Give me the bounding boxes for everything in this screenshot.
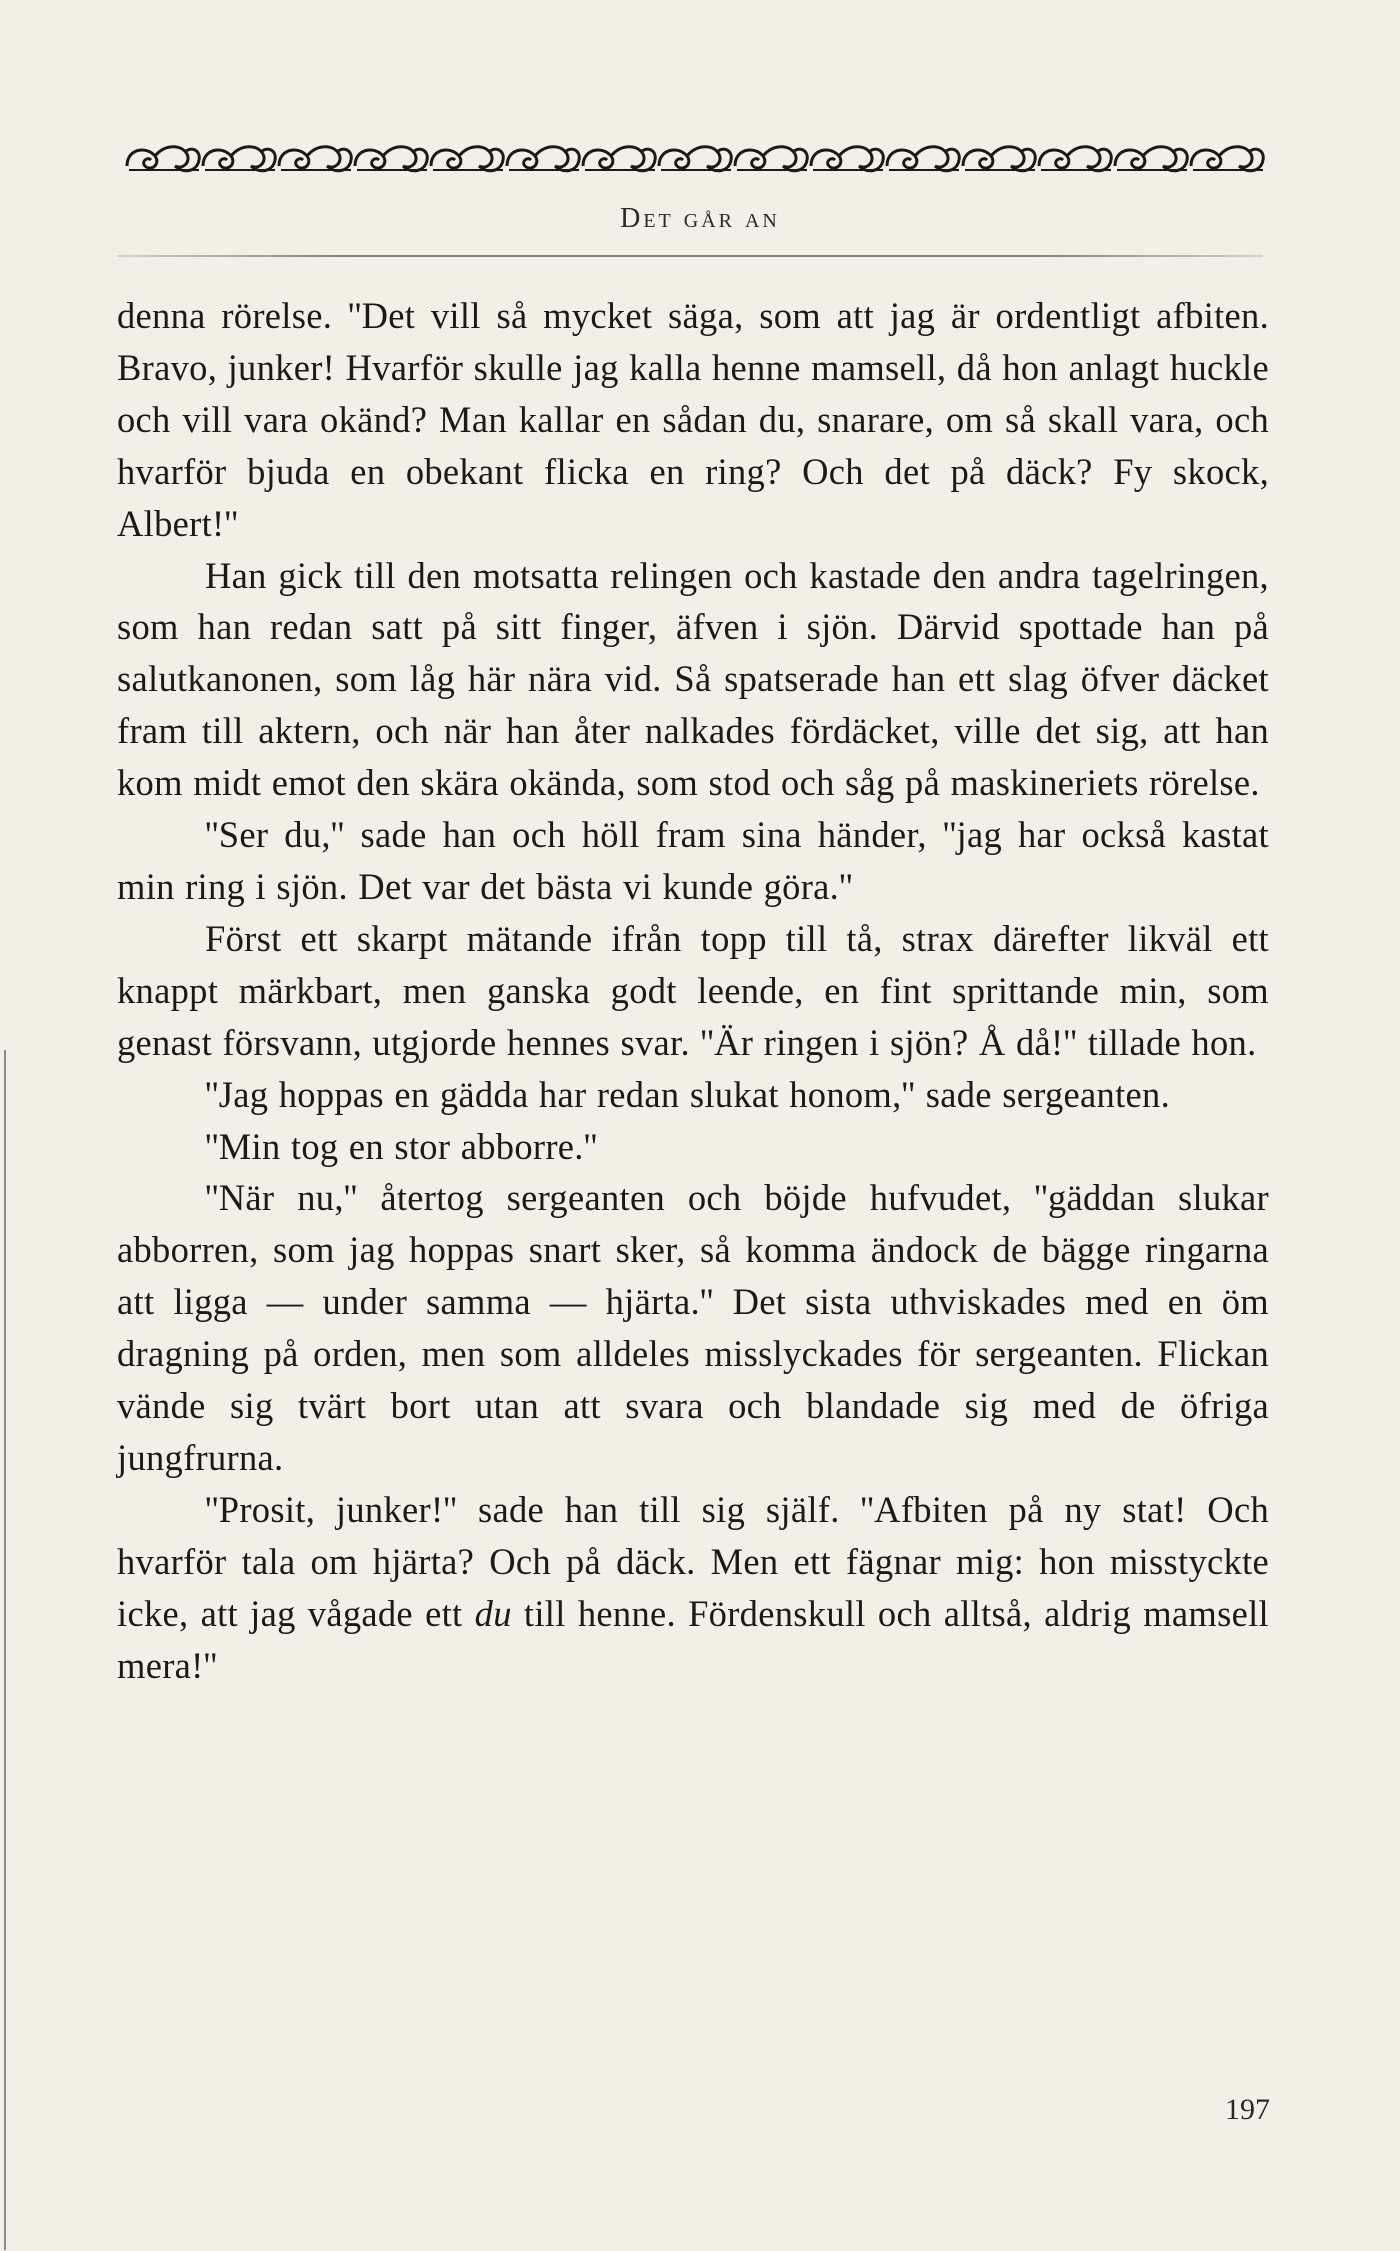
paragraph-8-text-b: till henne. Fördenskull och alltså, aldrig mamsell mera!''	[117, 1592, 1269, 1686]
paragraph-8-text-a: ''Prosit, junker!'' sade han till sig själf. ''Afbiten på ny stat! Och hvarför tala om hjärta? Och på däck. Men ett fägnar mig: hon misstyckte icke, att jag vågade ett	[117, 1488, 1269, 1634]
paragraph-8	[117, 1484, 1269, 1692]
paragraph-6: ''Min tog en stor abborre.''	[205, 1125, 598, 1167]
header-rule	[117, 255, 1263, 257]
decorative-scroll-border-icon	[125, 140, 1265, 176]
paragraph-4: Först ett skarpt mätande ifrån topp till tå, strax därefter likväl ett knappt märkbart, men ganska godt leende, en fint sprittande min, som genast försvann, utgjorde hennes svar. ''Är ringen i sjön? Å då!'' tillade hon.	[117, 917, 1269, 1063]
running-title: Det går an	[620, 203, 780, 234]
body-text	[117, 290, 1269, 1691]
paragraph-7: ''När nu,'' återtog sergeanten och böjde hufvudet, ''gäddan slukar abborren, som jag hoppas snart sker, så komma ändock de bägge ringarna att ligga — under samma — hjärta.'' Det sista uthviskades med en öm dragning på orden, men som alldeles misslyckades för sergeanten. Flickan vände sig tvärt bort utan att svara och blandade sig med de öfriga jungfrurna.	[117, 1177, 1269, 1478]
page-number: 197	[1225, 2093, 1270, 2126]
paragraph-1: denna rörelse. ''Det vill så mycket säga, som att jag är ordentligt afbiten. Bravo, junker! Hvarför skulle jag kalla henne mamsell, då hon anlagt huckle och vill vara okänd? Man kallar en sådan du, snarare, om så skall vara, och hvarför bjuda en obekant flicka en ring? Och det på däck? Fy skock, Albert!''	[117, 295, 1269, 544]
paragraph-3: ''Ser du,'' sade han och höll fram sina händer, ''jag har också kastat min ring i sjön. Det var det bästa vi kunde göra.''	[117, 814, 1269, 907]
paragraph-2: Han gick till den motsatta relingen och kastade den andra tagelringen, som han redan satt på sitt finger, äfven i sjön. Därvid spottade han på salutkanonen, som låg här nära vid. Så spatserade han ett slag öfver däcket fram till aktern, och när han åter nalkades fördäcket, ville det sig, att han kom midt emot den skära okända, som stod och såg på maskineriets rörelse.	[117, 554, 1269, 804]
paragraph-8-italic-word: du	[474, 1592, 512, 1634]
page-edge-line	[4, 1050, 6, 2250]
paragraph-5: ''Jag hoppas en gädda har redan slukat honom,'' sade sergeanten.	[205, 1073, 1171, 1115]
